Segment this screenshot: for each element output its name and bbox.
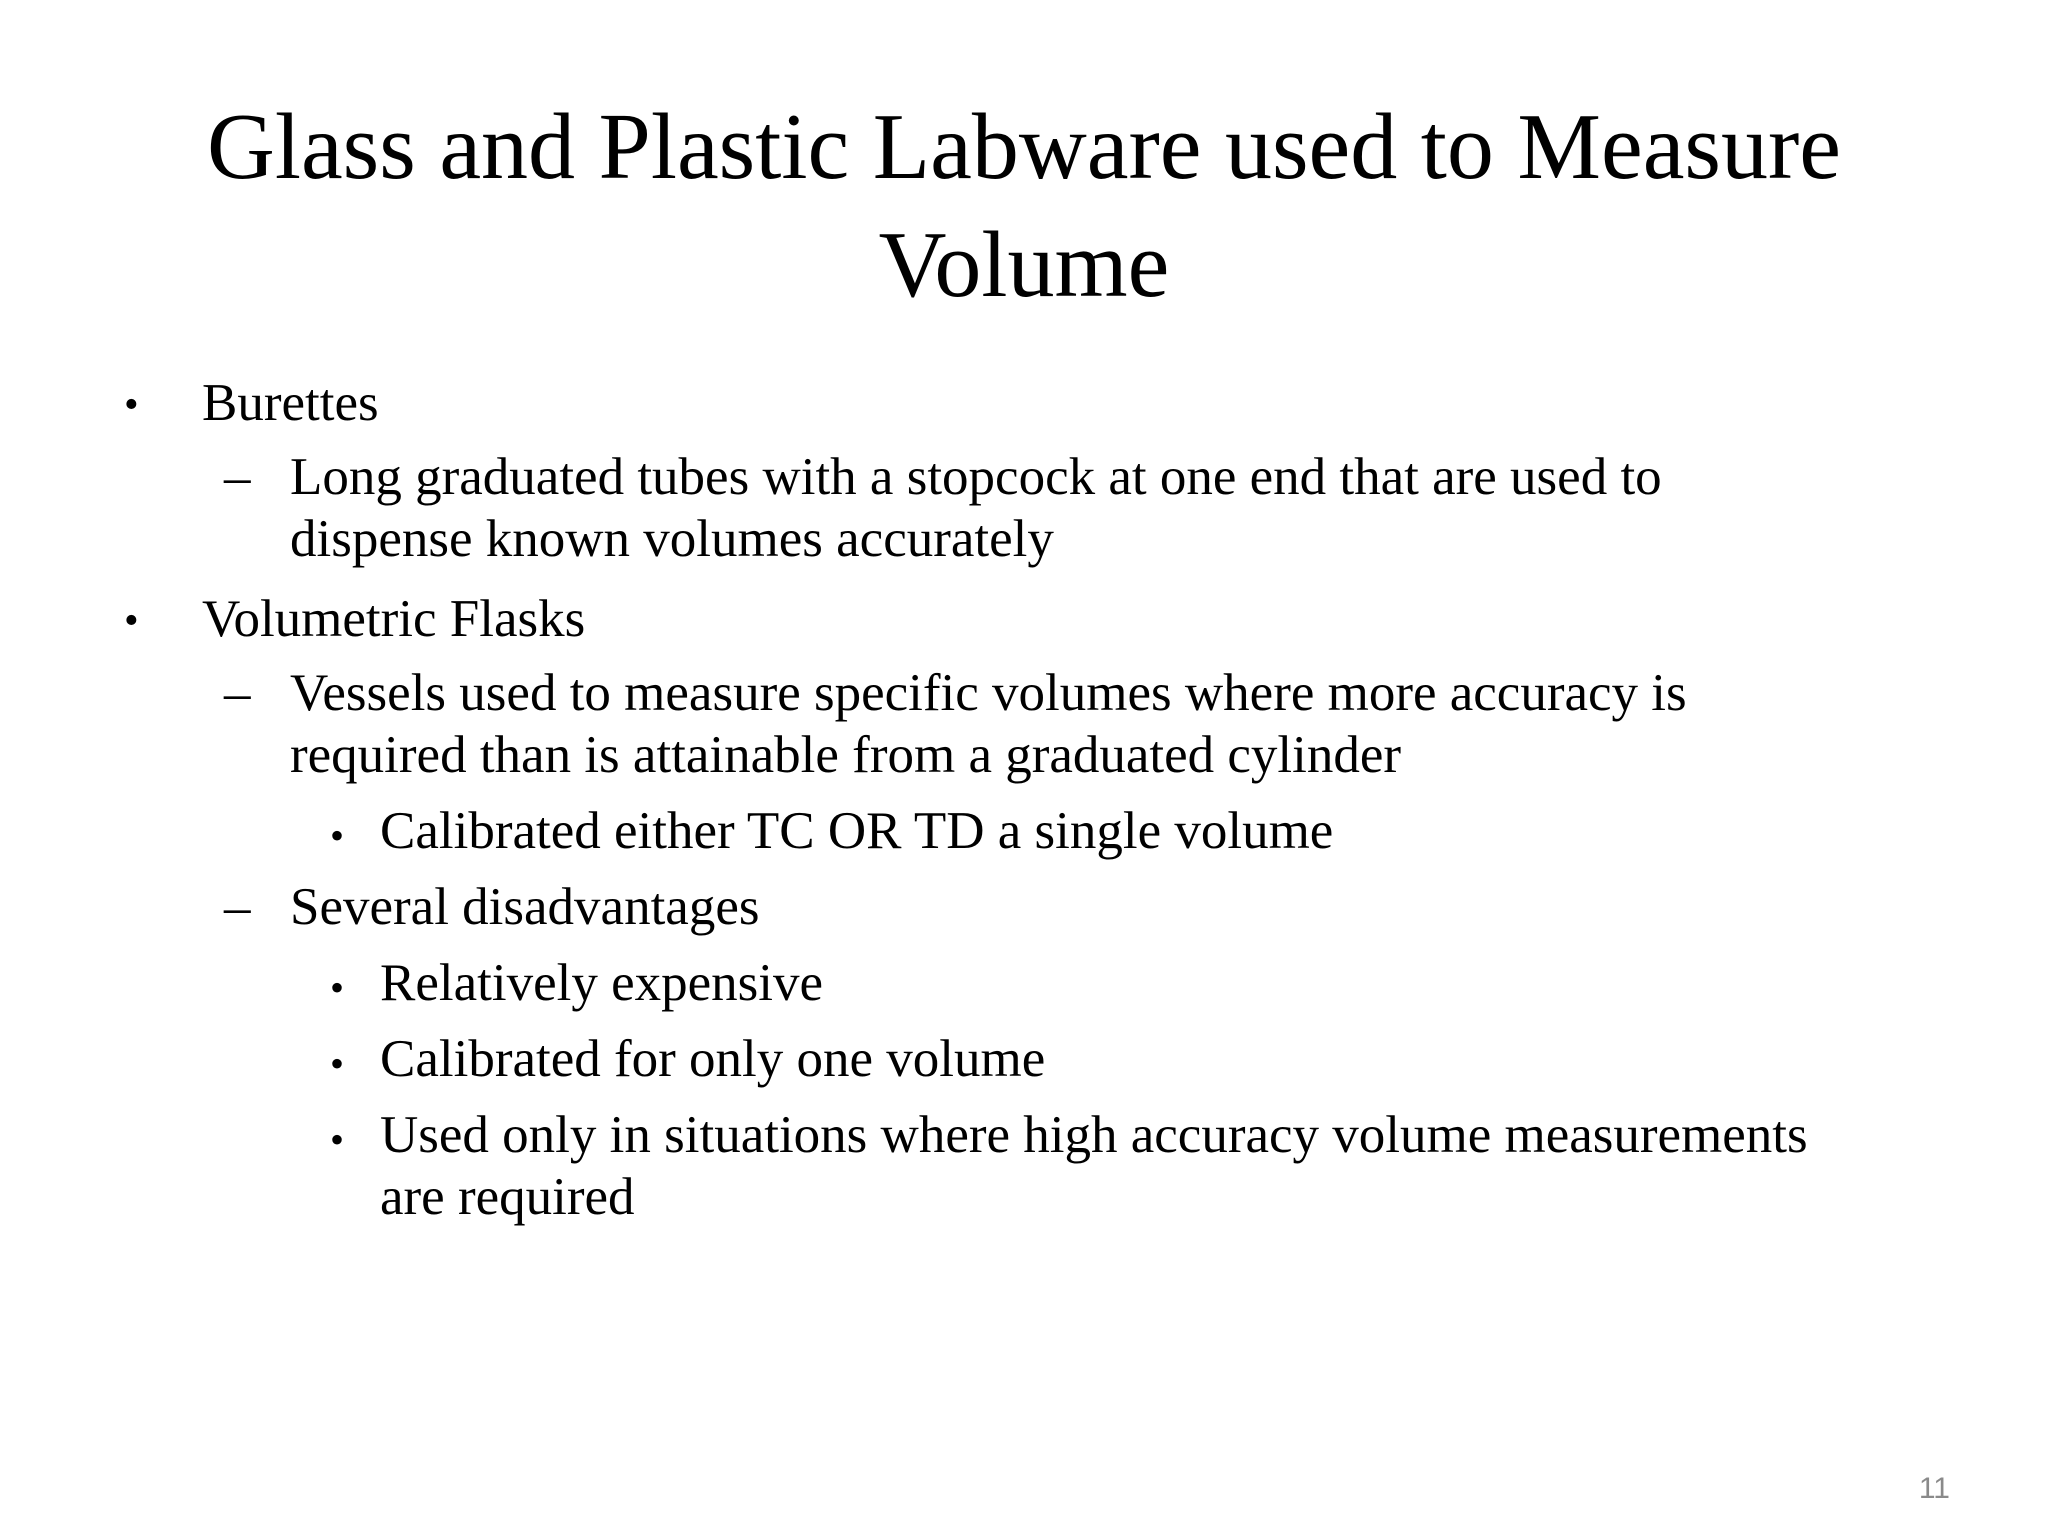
dash-marker: – xyxy=(224,448,251,506)
sub-bullet-marker: • xyxy=(330,813,345,858)
disadvantage-one-volume: Calibrated for only one volume xyxy=(380,1030,1046,1088)
disadvantages-heading: Several disadvantages xyxy=(290,878,760,936)
slide-title-line-1: Glass and Plastic Labware used to Measure xyxy=(206,95,1842,199)
disadvantage-high-accuracy-line-1: Used only in situations where high accuracy volume measurements xyxy=(380,1106,1808,1164)
bullet-marker: • xyxy=(124,382,139,428)
burettes-description-line-1: Long graduated tubes with a stopcock at one end that are used to xyxy=(290,448,1662,506)
bullet-marker: • xyxy=(124,598,139,644)
sub-bullet-marker: • xyxy=(330,1041,345,1086)
slide-title-line-2: Volume xyxy=(878,213,1170,317)
disadvantage-high-accuracy-line-2: are required xyxy=(380,1168,635,1226)
burettes-description-line-2: dispense known volumes accurately xyxy=(290,510,1054,568)
bullet-volumetric-flasks: Volumetric Flasks xyxy=(202,590,586,648)
flasks-description-line-2: required than is attainable from a graduated cylinder xyxy=(290,726,1402,784)
sub-bullet-marker: • xyxy=(330,1117,345,1162)
bullet-burettes: Burettes xyxy=(202,374,379,432)
dash-marker: – xyxy=(224,664,251,722)
calibrated-tc-td-item: Calibrated either TC OR TD a single volume xyxy=(380,802,1334,860)
sub-bullet-marker: • xyxy=(330,965,345,1010)
disadvantage-expensive: Relatively expensive xyxy=(380,954,823,1012)
slide-title xyxy=(0,88,2048,324)
page-number: 11 xyxy=(1918,1472,1950,1505)
flasks-description-line-1: Vessels used to measure specific volumes where more accuracy is xyxy=(290,664,1687,722)
dash-marker: – xyxy=(224,878,251,936)
